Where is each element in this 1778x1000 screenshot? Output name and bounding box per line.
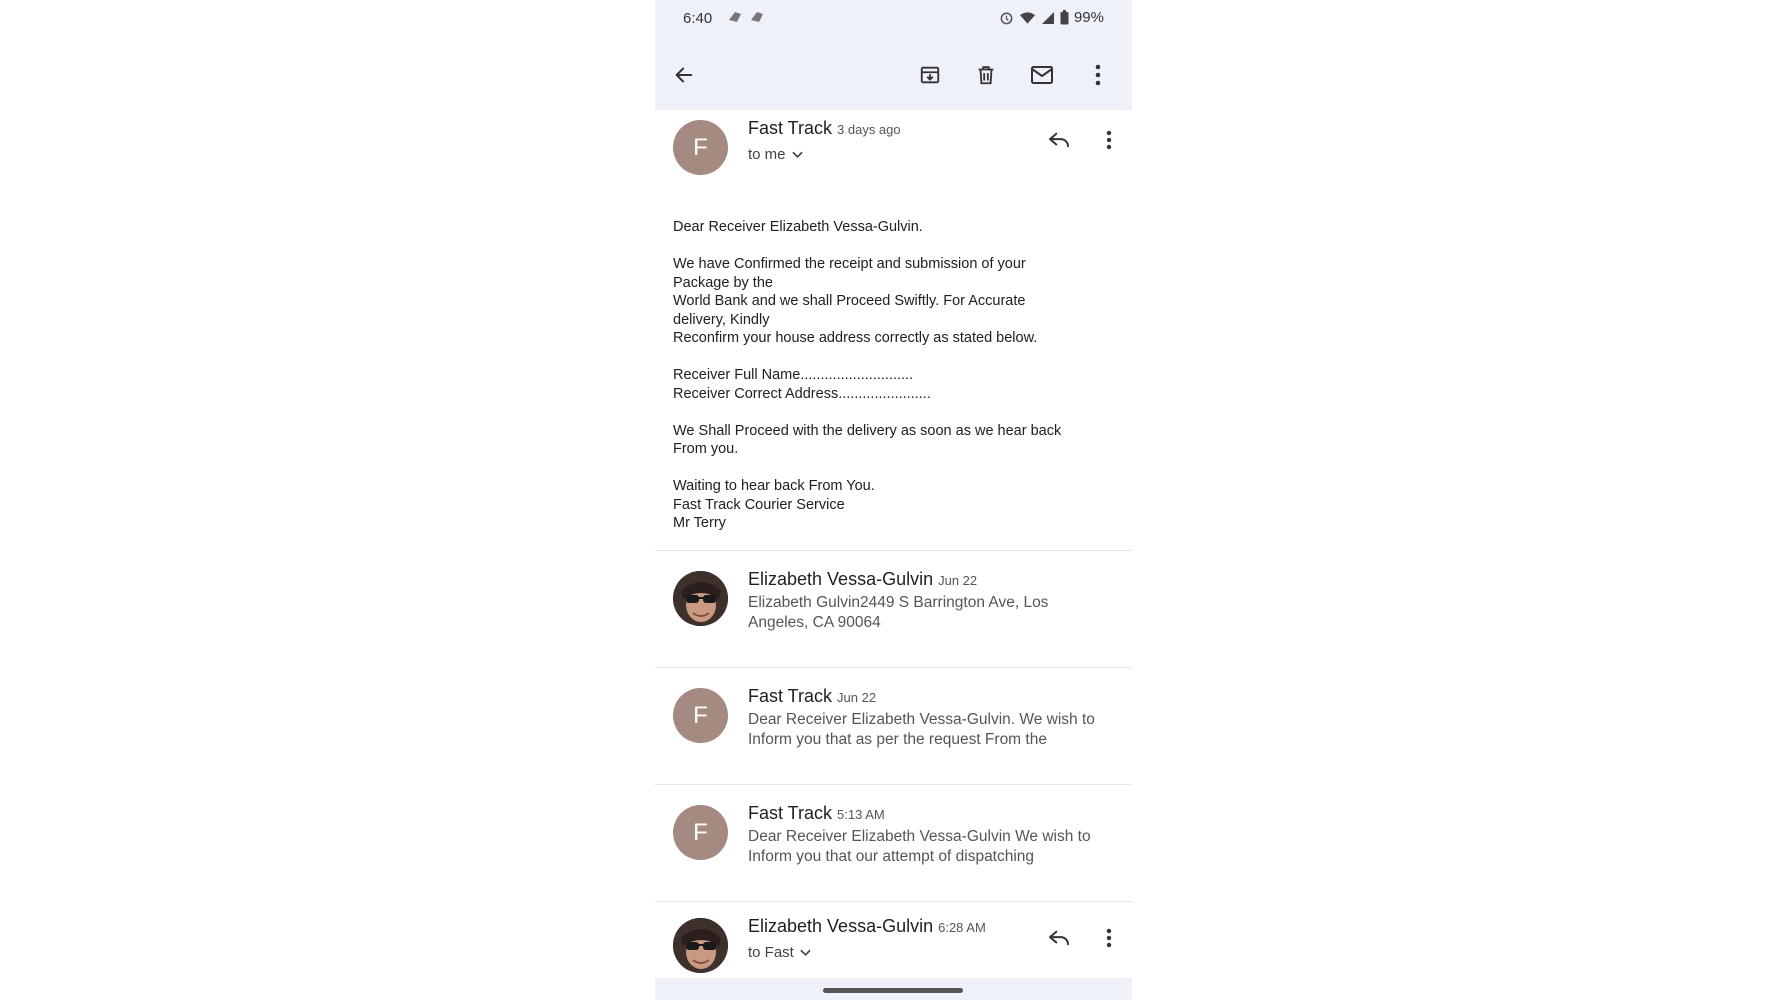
trash-icon [975, 64, 997, 86]
sender-name-text: Fast Track [748, 118, 833, 138]
alarm-icon [999, 10, 1014, 25]
more-vert-icon [1095, 64, 1101, 86]
mark-unread-button[interactable] [1027, 60, 1057, 90]
body-paragraph: Receiver Full Name............................ Receiver Correct Address....................... [673, 367, 931, 402]
body-paragraph: We have Confirmed the receipt and submission of your Package by the World Bank and we shall Proceed Swiftly. For Accurate delivery, Kindly Reconfirm your house address correctly as stated below. [673, 256, 1038, 346]
message-snippet: Elizabeth Gulvin2449 S Barrington Ave, Los Angeles, CA 90064 [748, 594, 1049, 631]
notification-icon [749, 10, 765, 24]
profile-photo [673, 571, 728, 626]
battery-icon [1060, 10, 1069, 25]
body-paragraph: Waiting to hear back From You. Fast Track Courier Service Mr Terry [673, 478, 875, 531]
avatar: F [673, 805, 728, 860]
message-date: Jun 22 [837, 690, 877, 705]
avatar [673, 571, 728, 626]
sender-name-text: Elizabeth Vessa-Gulvin [748, 916, 934, 936]
message-expanded [655, 902, 1132, 982]
status-right [999, 9, 1104, 26]
archive-button[interactable] [915, 60, 945, 90]
recipient-label: to me [748, 146, 786, 163]
reply-button[interactable] [1045, 126, 1073, 154]
message-expanded [655, 110, 1132, 550]
status-time: 6:40 [683, 10, 713, 27]
message-snippet: Dear Receiver Elizabeth Vessa-Gulvin We wish to Inform you that our attempt of dispatching [748, 828, 1091, 865]
sender-name [748, 569, 977, 590]
home-gesture-handle[interactable] [823, 988, 963, 993]
body-paragraph: We Shall Proceed with the delivery as soon as we hear back From you. [673, 422, 1062, 457]
chevron-down-icon [800, 949, 811, 957]
message-body [673, 218, 1103, 551]
battery-percent: 99% [1073, 9, 1104, 26]
gesture-nav-bar [655, 978, 1132, 1000]
more-vert-icon [1106, 130, 1112, 150]
message-date: 5:13 AM [837, 807, 885, 822]
message-date: Jun 22 [938, 573, 978, 588]
recipient-details-toggle[interactable] [748, 146, 803, 163]
message-collapsed[interactable] [655, 785, 1132, 900]
message-more-button[interactable] [1095, 126, 1123, 154]
cell-signal-icon [1041, 11, 1055, 25]
email-toolbar [655, 40, 1132, 110]
reply-icon [1048, 929, 1070, 947]
back-button[interactable] [669, 60, 699, 90]
notification-icons [727, 10, 765, 24]
more-vert-icon [1106, 928, 1112, 948]
wifi-icon [1019, 11, 1036, 25]
sender-name-text: Fast Track [748, 686, 833, 706]
sender-name [748, 803, 885, 824]
message-snippet: Dear Receiver Elizabeth Vessa-Gulvin. We wish to Inform you that as per the request From the [748, 711, 1095, 748]
message-more-button[interactable] [1095, 924, 1123, 952]
sender-name[interactable] [748, 916, 986, 937]
reply-icon [1048, 131, 1070, 149]
sender-name[interactable] [748, 118, 901, 139]
body-paragraph: Dear Receiver Elizabeth Vessa-Gulvin. [673, 219, 923, 235]
delete-button[interactable] [971, 60, 1001, 90]
back-arrow-icon [673, 64, 695, 86]
status-bar [655, 0, 1132, 40]
message-date: 6:28 AM [938, 920, 986, 935]
profile-photo [673, 918, 728, 973]
sender-name-text: Fast Track [748, 803, 833, 823]
mail-icon [1030, 64, 1054, 86]
avatar: F [673, 688, 728, 743]
sender-name-text: Elizabeth Vessa-Gulvin [748, 569, 934, 589]
recipient-label: to Fast [748, 944, 794, 961]
phone-screen [655, 0, 1132, 1000]
avatar[interactable]: F [673, 120, 728, 175]
message-date: 3 days ago [837, 122, 901, 137]
notification-icon [727, 10, 743, 24]
recipient-details-toggle[interactable] [748, 944, 811, 961]
archive-icon [919, 64, 941, 86]
reply-button[interactable] [1045, 924, 1073, 952]
message-collapsed[interactable] [655, 551, 1132, 666]
chevron-down-icon [792, 151, 803, 159]
message-collapsed[interactable] [655, 668, 1132, 783]
avatar[interactable] [673, 918, 728, 973]
sender-name [748, 686, 876, 707]
more-options-button[interactable] [1083, 60, 1113, 90]
